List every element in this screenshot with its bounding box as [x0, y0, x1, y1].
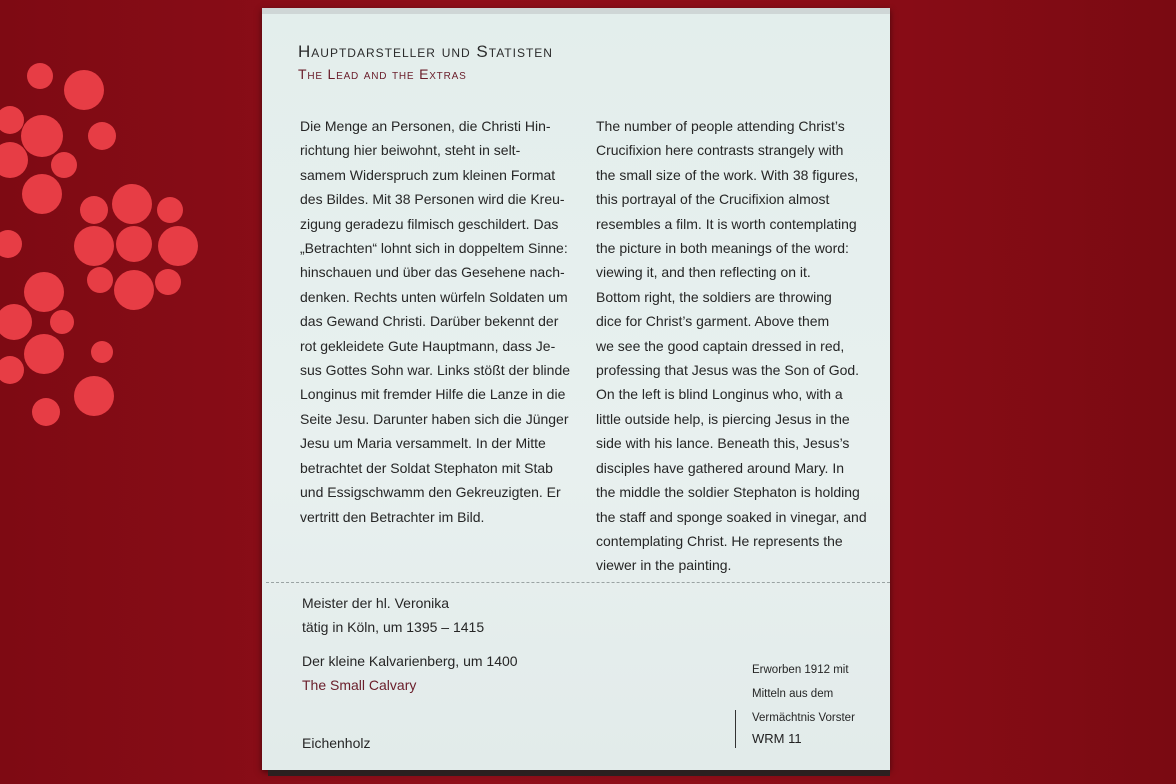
text-line: betrachtet der Soldat Stephaton mit Stab — [300, 459, 553, 476]
text-line: side with his lance. Beneath this, Jesus’s — [596, 435, 850, 452]
separator-line — [735, 710, 736, 748]
inventory-number: WRM 11 — [752, 731, 802, 746]
text-line: Seite Jesu. Darunter haben sich die Jünger — [300, 410, 569, 427]
text-line: The number of people attending Christ’s — [596, 118, 845, 134]
text-line: contemplating Christ. He represents the — [596, 532, 843, 549]
text-line: viewer in the painting. — [596, 557, 732, 574]
text-line: Jesu um Maria versammelt. In der Mitte — [300, 435, 546, 452]
text-line: richtung hier beiwohnt, steht in selt- — [300, 142, 521, 159]
text-line: Die Menge an Personen, die Christi Hin- — [300, 118, 551, 134]
text-line: the picture in both meanings of the word: — [596, 240, 849, 257]
work-title-german: Der kleine Kalvarienberg, um 1400 — [302, 653, 518, 669]
text-line: On the left is blind Longinus who, with a — [596, 386, 843, 403]
text-line: the staff and sponge soaked in vinegar, and — [596, 508, 867, 525]
material: Eichenholz — [302, 735, 371, 751]
flower-pattern-decoration — [0, 0, 220, 470]
text-line: rot gekleidete Gute Hauptmann, dass Je- — [300, 337, 556, 354]
acquisition-line: Mitteln aus dem — [752, 688, 834, 700]
text-line: sus Gottes Sohn war. Links stößt der blinde — [300, 362, 571, 379]
text-line: hinschauen und über das Gesehene nach- — [300, 264, 565, 281]
text-line: „Betrachten“ lohnt sich in doppeltem Sinne: — [300, 240, 568, 257]
acquisition-line: Vermächtnis Vorster — [752, 712, 855, 724]
artist-dates: tätig in Köln, um 1395 – 1415 — [302, 619, 485, 635]
text-line: the small size of the work. With 38 figures, — [596, 166, 859, 183]
text-line: samem Widerspruch zum kleinen Format — [300, 166, 556, 183]
text-line: disciples have gathered around Mary. In — [596, 459, 844, 476]
english-text-column — [596, 114, 867, 578]
museum-label-card — [262, 8, 890, 770]
text-line: professing that Jesus was the Son of God. — [596, 362, 860, 379]
text-line: das Gewand Christi. Darüber bekennt der — [300, 313, 559, 330]
text-line: viewing it, and then reflecting on it. — [596, 264, 811, 281]
text-line: Bottom right, the soldiers are throwing — [596, 288, 832, 305]
text-line: vertritt den Betrachter im Bild. — [300, 508, 485, 525]
work-title-english: The Small Calvary — [302, 677, 417, 693]
text-line: the middle the soldier Stephaton is holding — [596, 484, 860, 501]
text-line: Crucifixion here contrasts strangely with — [596, 142, 844, 159]
artist-name: Meister der hl. Veronika — [302, 595, 450, 611]
text-line: resembles a film. It is worth contemplating — [596, 215, 857, 232]
text-line: und Essigschwamm den Gekreuzigten. Er — [300, 484, 561, 501]
german-text-column — [300, 114, 571, 529]
label-title: Hauptdarsteller und Statisten — [298, 42, 553, 61]
text-line: zigung geradezu filmisch geschildert. Das — [300, 215, 559, 232]
divider — [266, 582, 890, 583]
text-line: we see the good captain dressed in red, — [596, 337, 845, 354]
text-line: des Bildes. Mit 38 Personen wird die Kreu- — [300, 191, 565, 208]
label-subtitle: The Lead and the Extras — [298, 66, 467, 82]
acquisition-line: Erworben 1912 mit — [752, 664, 849, 676]
text-line: denken. Rechts unten würfeln Soldaten um — [300, 288, 568, 305]
text-line: little outside help, is piercing Jesus in the — [596, 410, 850, 427]
text-line: dice for Christ’s garment. Above them — [596, 313, 830, 330]
text-line: Longinus mit fremder Hilfe die Lanze in die — [300, 386, 566, 403]
text-line: this portrayal of the Crucifixion almost — [596, 191, 830, 208]
